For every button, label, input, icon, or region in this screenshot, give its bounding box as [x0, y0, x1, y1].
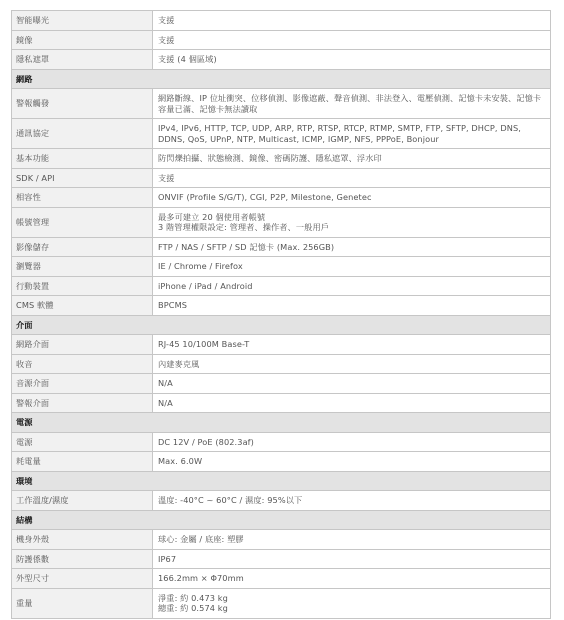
row-value: 支援	[153, 11, 551, 31]
section-header-row	[12, 69, 551, 89]
row-label: 警報觸發	[12, 89, 153, 119]
row-value: 溫度: -40°C ~ 60°C / 濕度: 95%以下	[153, 491, 551, 511]
section-title: 結構	[12, 510, 551, 530]
spec-table-container	[11, 10, 551, 619]
table-row	[12, 530, 551, 550]
table-row	[12, 452, 551, 472]
table-row	[12, 569, 551, 589]
row-label: 耗電量	[12, 452, 153, 472]
row-label: 電源	[12, 432, 153, 452]
table-row	[12, 491, 551, 511]
value-line: 最多可建立 20 個使用者帳號	[158, 211, 266, 222]
row-value: 網路斷線、IP 位址衝突、位移偵測、影像遮蔽、聲音偵測、非法登入、電壓偵測、記憶卡未安裝、記憶卡容量已滿、記憶卡無法讀取	[153, 89, 551, 119]
row-label: 智能曝光	[12, 11, 153, 31]
row-value: DC 12V / PoE (802.3af)	[153, 432, 551, 452]
row-label: 鏡像	[12, 30, 153, 50]
row-value: ONVIF (Profile S/G/T), CGI, P2P, Milestone, Genetec	[153, 188, 551, 208]
table-row	[12, 374, 551, 394]
row-label: 機身外殼	[12, 530, 153, 550]
row-value: Max. 6.0W	[153, 452, 551, 472]
row-value: 內建麥克風	[153, 354, 551, 374]
table-row	[12, 188, 551, 208]
row-label: SDK / API	[12, 168, 153, 188]
section-header-row	[12, 510, 551, 530]
row-label: CMS 軟體	[12, 296, 153, 316]
row-label: 影像儲存	[12, 237, 153, 257]
section-title: 介面	[12, 315, 551, 335]
section-title: 電源	[12, 413, 551, 433]
table-row	[12, 257, 551, 277]
row-value: N/A	[153, 393, 551, 413]
table-row	[12, 276, 551, 296]
section-header-row	[12, 315, 551, 335]
table-row	[12, 50, 551, 70]
value-line: 3 階管理權限設定: 管理者、操作者、一般用戶	[158, 222, 330, 232]
table-row	[12, 354, 551, 374]
row-label: 帳號管理	[12, 207, 153, 237]
value-line: 總重: 約 0.574 kg	[158, 603, 228, 613]
table-row	[12, 393, 551, 413]
table-row	[12, 296, 551, 316]
section-title: 網路	[12, 69, 551, 89]
table-row	[12, 237, 551, 257]
table-row	[12, 119, 551, 149]
row-label: 網路介面	[12, 335, 153, 355]
section-header-row	[12, 413, 551, 433]
row-value: IPv4, IPv6, HTTP, TCP, UDP, ARP, RTP, RTSP, RTCP, RTMP, SMTP, FTP, SFTP, DHCP, DNS, DDNS, QoS, UPnP, NTP, Multicast, ICMP, IGMP, NFS, PPPoE, Bonjour	[153, 119, 551, 149]
table-row	[12, 335, 551, 355]
row-label: 通訊協定	[12, 119, 153, 149]
row-value: IP67	[153, 549, 551, 569]
table-row	[12, 207, 551, 237]
row-label: 基本功能	[12, 149, 153, 169]
table-row	[12, 432, 551, 452]
table-row	[12, 89, 551, 119]
row-value	[153, 207, 551, 237]
row-value: IE / Chrome / Firefox	[153, 257, 551, 277]
row-value: 球心: 金屬 / 底座: 塑膠	[153, 530, 551, 550]
row-label: 瀏覽器	[12, 257, 153, 277]
row-value: 支援 (4 個區域)	[153, 50, 551, 70]
row-label: 隱私遮罩	[12, 50, 153, 70]
row-label: 工作溫度/濕度	[12, 491, 153, 511]
table-row	[12, 549, 551, 569]
row-value: 支援	[153, 168, 551, 188]
row-label: 收音	[12, 354, 153, 374]
section-title: 環境	[12, 471, 551, 491]
row-value: N/A	[153, 374, 551, 394]
section-header-row	[12, 471, 551, 491]
table-row	[12, 588, 551, 618]
row-label: 相容性	[12, 188, 153, 208]
table-row	[12, 30, 551, 50]
row-value: iPhone / iPad / Android	[153, 276, 551, 296]
row-label: 防護係數	[12, 549, 153, 569]
row-value	[153, 588, 551, 618]
row-label: 重量	[12, 588, 153, 618]
row-value: 防閃爍拍攝、狀態檢測、鏡像、密碼防護、隱私遮罩、浮水印	[153, 149, 551, 169]
row-value: 支援	[153, 30, 551, 50]
row-value: RJ-45 10/100M Base-T	[153, 335, 551, 355]
value-line: 淨重: 約 0.473 kg	[158, 592, 228, 603]
table-row	[12, 168, 551, 188]
row-value: BPCMS	[153, 296, 551, 316]
row-label: 音源介面	[12, 374, 153, 394]
row-label: 外型尺寸	[12, 569, 153, 589]
row-label: 警報介面	[12, 393, 153, 413]
table-row	[12, 11, 551, 31]
row-value: FTP / NAS / SFTP / SD 記憶卡 (Max. 256GB)	[153, 237, 551, 257]
row-label: 行動裝置	[12, 276, 153, 296]
spec-table	[11, 10, 551, 619]
table-row	[12, 149, 551, 169]
row-value: 166.2mm × Φ70mm	[153, 569, 551, 589]
